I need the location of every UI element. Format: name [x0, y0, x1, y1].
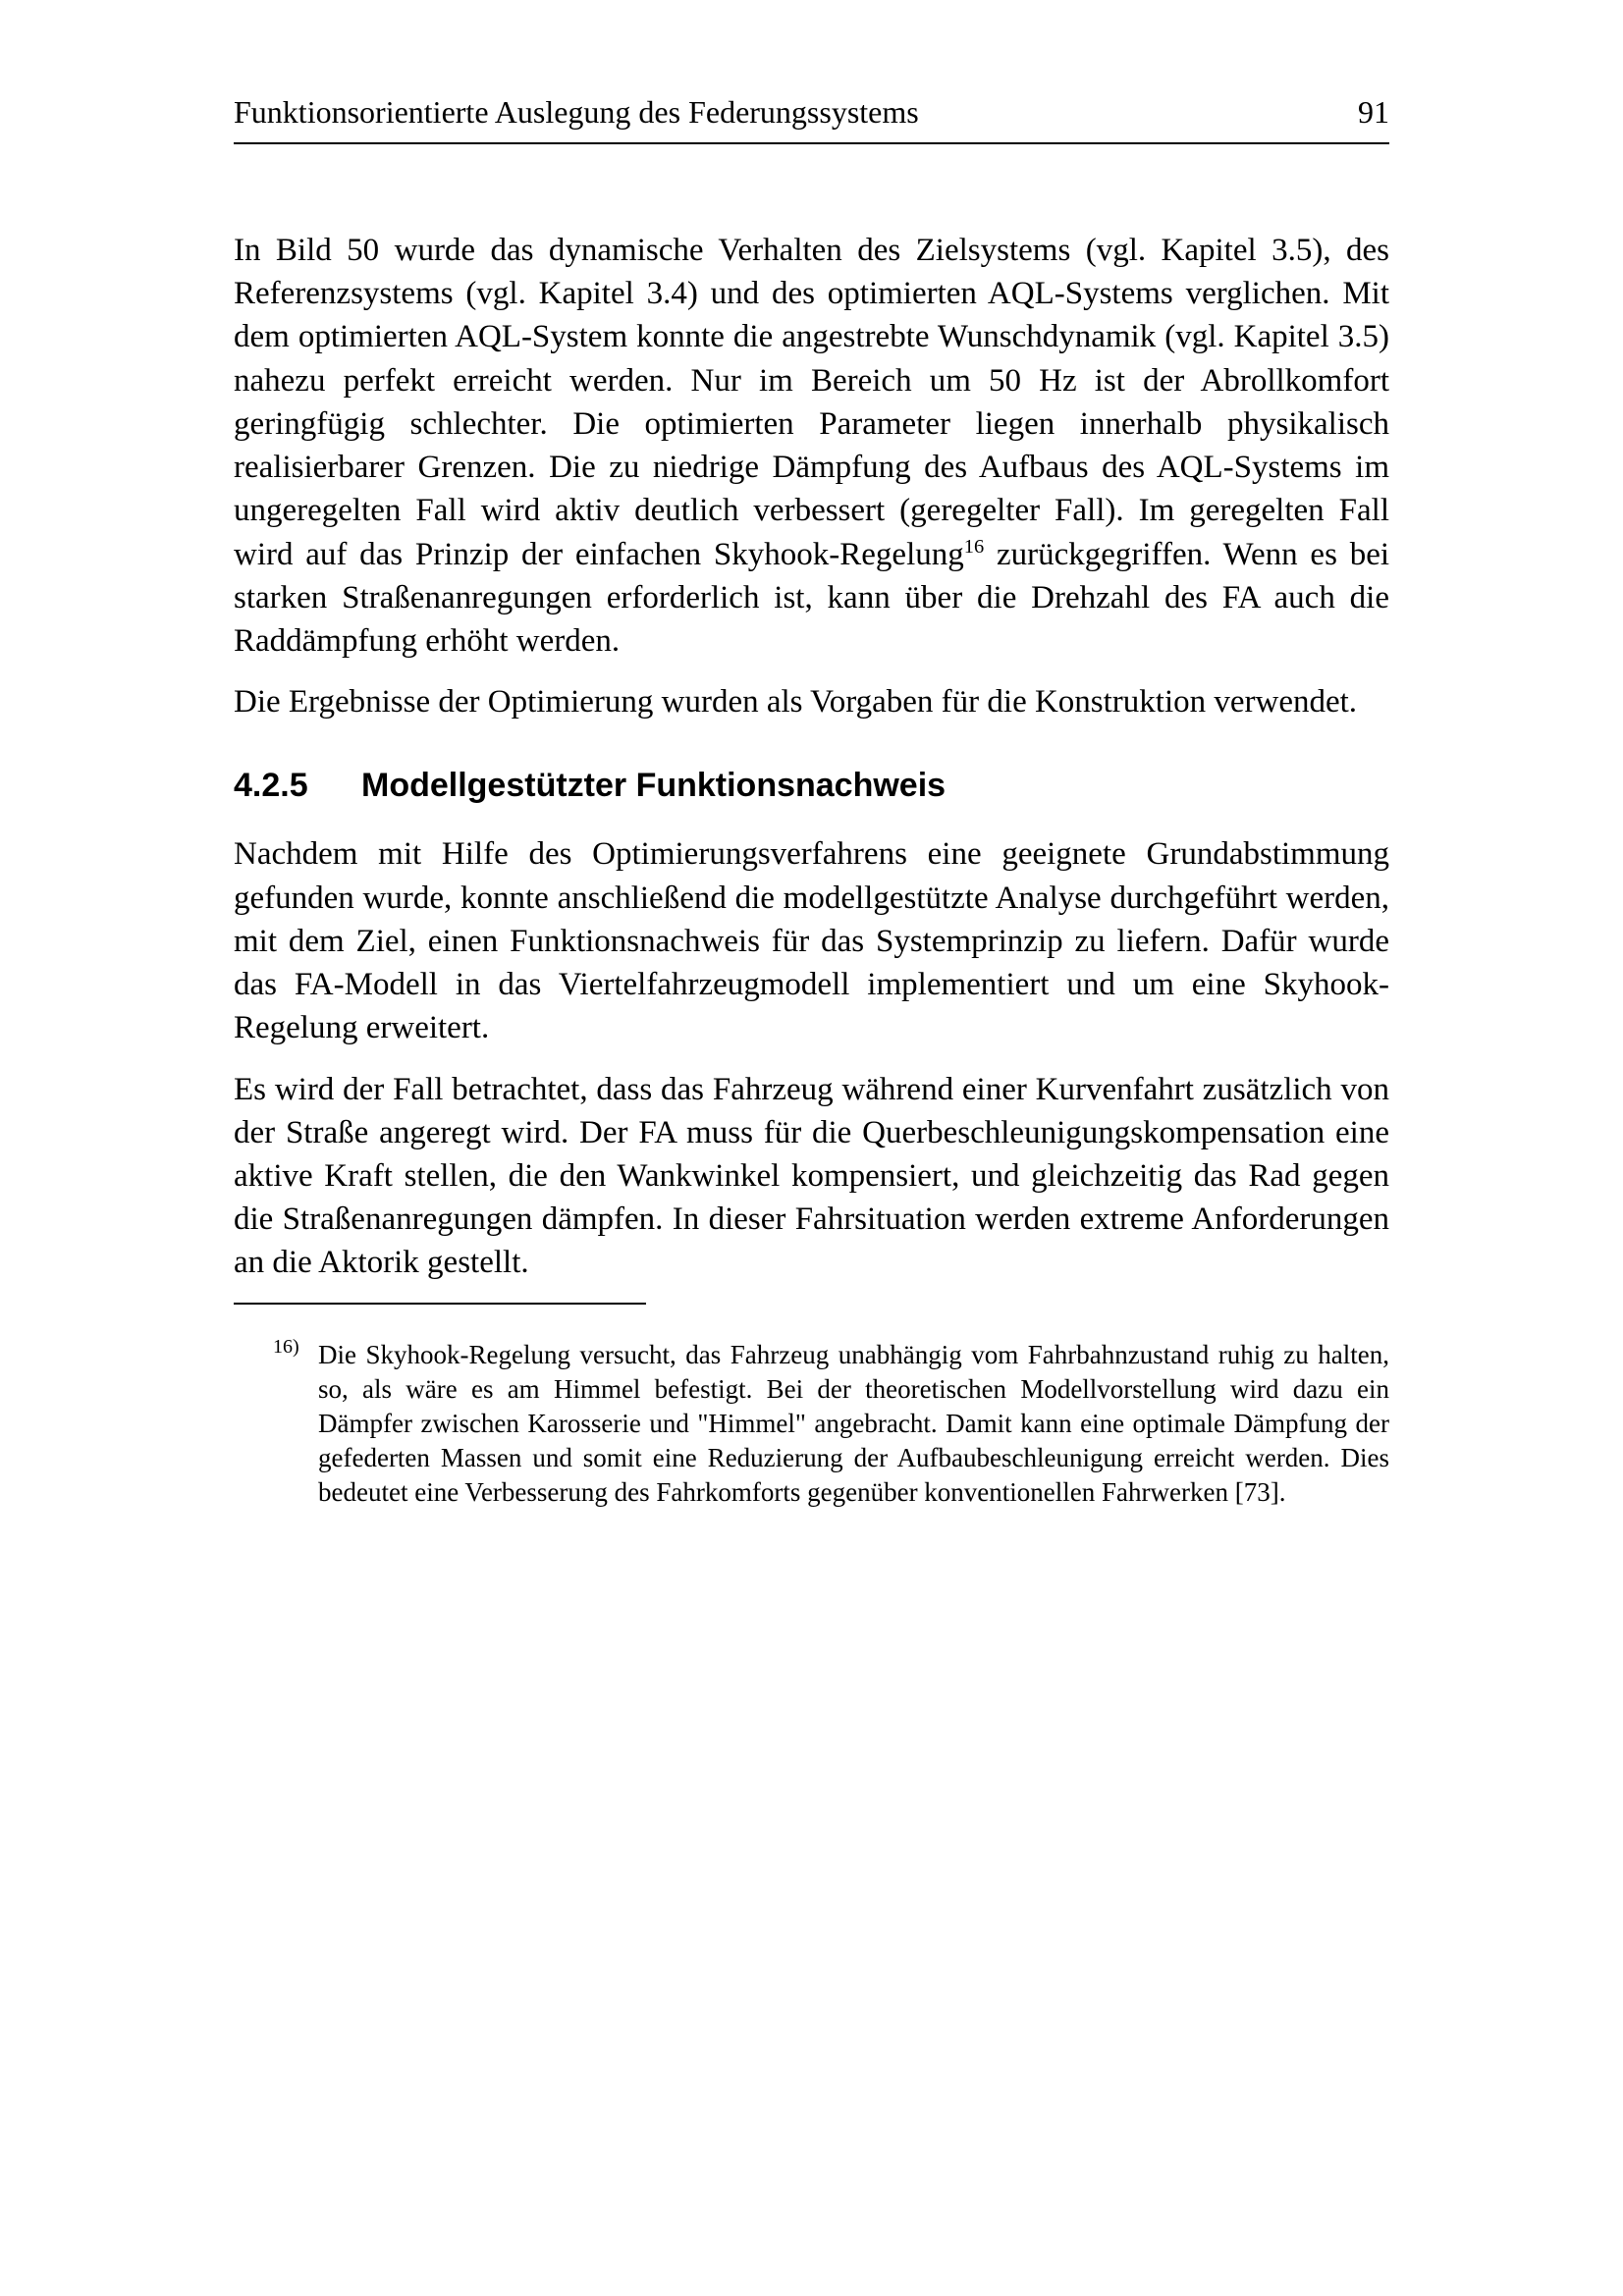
page-number: 91: [1358, 94, 1389, 130]
paragraph-1-continuation: zurückgegriffen. Wenn es bei starken Straßenanregungen erforderlich ist, kann über die Drehzahl des FA auch die Raddämpfung erhöht werden.: [234, 536, 1390, 659]
section-title: Modellgestützter Funktionsnachweis: [361, 767, 947, 805]
paragraph-1: [234, 229, 1389, 663]
running-title: Funktionsorientierte Auslegung des Federungssystems: [234, 94, 919, 130]
page-header: [234, 94, 1389, 144]
section-number: 4.2.5: [234, 767, 308, 805]
footnote-marker: 16): [273, 1335, 299, 1358]
paragraph-2: Die Ergebnisse der Optimierung wurden als Vorgaben für die Konstruktion verwendet.: [234, 684, 1358, 721]
paragraph-3: Nachdem mit Hilfe des Optimierungsverfahrens eine geeignete Grundabstimmung gefunden wurde, konnte anschließend die modellgestützte Analyse durchgeführt werden, mit dem Ziel, einen Funktionsnachweis für das Systemprinzip zu liefern. Dafür wurde das FA-Modell in das Viertelfahrzeugmodell implementiert und um eine Skyhook-Regelung erweitert.: [234, 836, 1389, 1046]
footnote-16: [234, 1335, 1389, 1510]
footnote-text: Die Skyhook-Regelung versucht, das Fahrzeug unabhängig vom Fahrbahnzustand ruhig zu halten, so, als wäre es am Himmel befestigt. Bei der theoretischen Modellvorstellung wird dazu ein Dämpfer zwischen Karosserie und "Himmel" angebracht. Damit kann eine optimale Dämpfung der gefederten Massen und somit eine Reduzierung der Aufbaubeschleunigung erreicht werden. Dies bedeutet eine Verbesserung des Fahrkomforts gegenüber konventionellen Fahrwerken [73].: [318, 1339, 1389, 1507]
section-heading: [234, 767, 1389, 805]
paragraph-1-text: In Bild 50 wurde das dynamische Verhalten des Zielsystems (vgl. Kapitel 3.5), des Referenzsystems (vgl. Kapitel 3.4) und des optimierten AQL-Systems verglichen. Mit dem optimierten AQL-System konnte die angestrebte Wunschdynamik (vgl. Kapitel 3.5) nahezu perfekt erreicht werden. Nur im Bereich um 50 Hz ist der Abrollkomfort geringfügig schlechter. Die optimierten Parameter liegen innerhalb physikalisch realisierbarer Grenzen. Die zu niedrige Dämpfung des Aufbaus des AQL-Systems im ungeregelten Fall wird aktiv deutlich verbessert (geregelter Fall). Im geregelten Fall wird auf das Prinzip der einfachen Skyhook-Regelung: [234, 233, 1389, 572]
paragraph-4: Es wird der Fall betrachtet, dass das Fahrzeug während einer Kurvenfahrt zusätzlich von der Straße angeregt wird. Der FA muss für die Querbeschleunigungskompensation eine aktive Kraft stellen, die den Wankwinkel kompensiert, und gleichzeitig das Rad gegen die Straßenanregungen dämpfen. In dieser Fahrsituation werden extreme Anforderungen an die Aktorik gestellt.: [234, 1071, 1389, 1281]
page-body: [234, 144, 1389, 1510]
footnote-separator-rule: [234, 1303, 646, 1305]
footnote-reference-16: 16: [963, 535, 985, 558]
